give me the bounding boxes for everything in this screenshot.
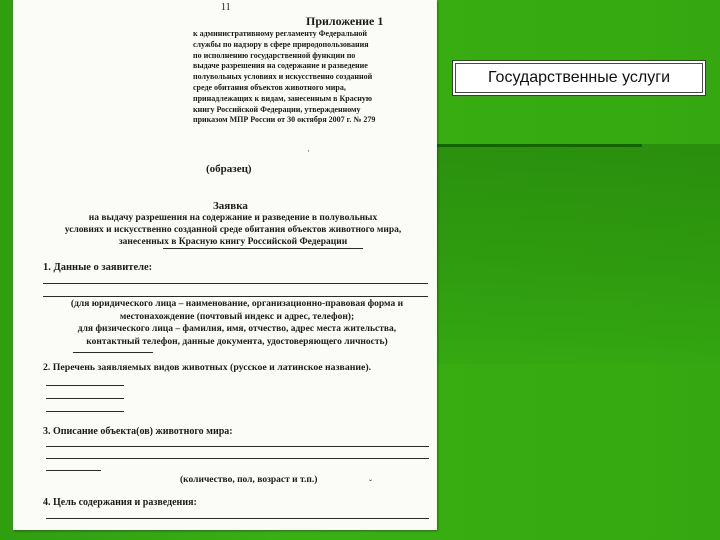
subtitle-line: условиях и искусственно созданной среде обитания объектов животного мира,: [64, 225, 402, 235]
hint-line: местонахождение (почтовый индекс и адрес, телефон);: [119, 311, 355, 322]
hint-line: (для юридического лица – наименование, организационно-правовая форма и: [70, 299, 404, 309]
appendix-line: выдаче разрешения на содержание и разведение: [193, 61, 368, 71]
slide-label: Государственные услуги: [455, 63, 703, 93]
form-subtitle: [43, 212, 423, 248]
scanned-document: [13, 0, 437, 530]
fill-line: [46, 398, 124, 399]
fill-line: [46, 518, 429, 519]
section-1-hint: [51, 298, 423, 348]
appendix-line: приказом МПР России от 30 октября 2007 г. № 279: [193, 115, 376, 125]
sample-label: (образец): [206, 163, 252, 175]
section-4-title: 4. Цель содержания и разведения:: [43, 497, 197, 508]
appendix-title: Приложение 1: [306, 14, 384, 28]
hint-line: для физического лица – фамилия, имя, отчество, адрес места жительства,: [77, 324, 397, 334]
form-title: Заявка: [213, 200, 248, 212]
scan-speck: ˇ: [369, 478, 372, 488]
fill-line: [73, 352, 153, 353]
background-divider: [437, 144, 642, 147]
fill-line: [43, 296, 428, 297]
appendix-text: [193, 29, 375, 126]
fill-line: [46, 470, 101, 471]
fill-line: [46, 458, 429, 459]
appendix-line: среде обитания объектов животного мира,: [193, 82, 346, 92]
subtitle-line: занесенных в Красную книгу Российской Федерации: [118, 237, 348, 247]
fill-line: [46, 385, 124, 386]
page-number: 11: [221, 2, 231, 13]
appendix-line: книгу Российской Федерации, утвержденному: [193, 104, 361, 114]
subtitle-line: на выдачу разрешения на содержание и разведение в полувольных: [88, 213, 378, 223]
scan-speck: ·: [307, 146, 310, 156]
section-3-hint: (количество, пол, возраст и т.п.): [180, 475, 318, 485]
section-1-title: 1. Данные о заявителе:: [43, 262, 153, 273]
subtitle-rule: [163, 248, 363, 249]
fill-line: [46, 411, 124, 412]
appendix-line: полувольных условиях и искусственно созданной: [193, 72, 373, 82]
fill-line: [43, 283, 428, 284]
section-3-title: 3. Описание объекта(ов) животного мира:: [43, 426, 233, 437]
appendix-line: принадлежащих к видам, занесенным в Красную: [193, 93, 372, 103]
appendix-line: службы по надзору в сфере природопользования: [193, 39, 369, 49]
hint-line: контактный телефон, данные документа, удостоверяющего личность): [86, 336, 388, 347]
appendix-line: по исполнению государственной функции по: [193, 50, 356, 60]
fill-line: [46, 446, 429, 447]
section-2-title: 2. Перечень заявляемых видов животных (русское и латинское название).: [43, 362, 372, 373]
background-band: [437, 144, 720, 364]
appendix-line: к административному регламенту Федеральной: [193, 29, 368, 38]
